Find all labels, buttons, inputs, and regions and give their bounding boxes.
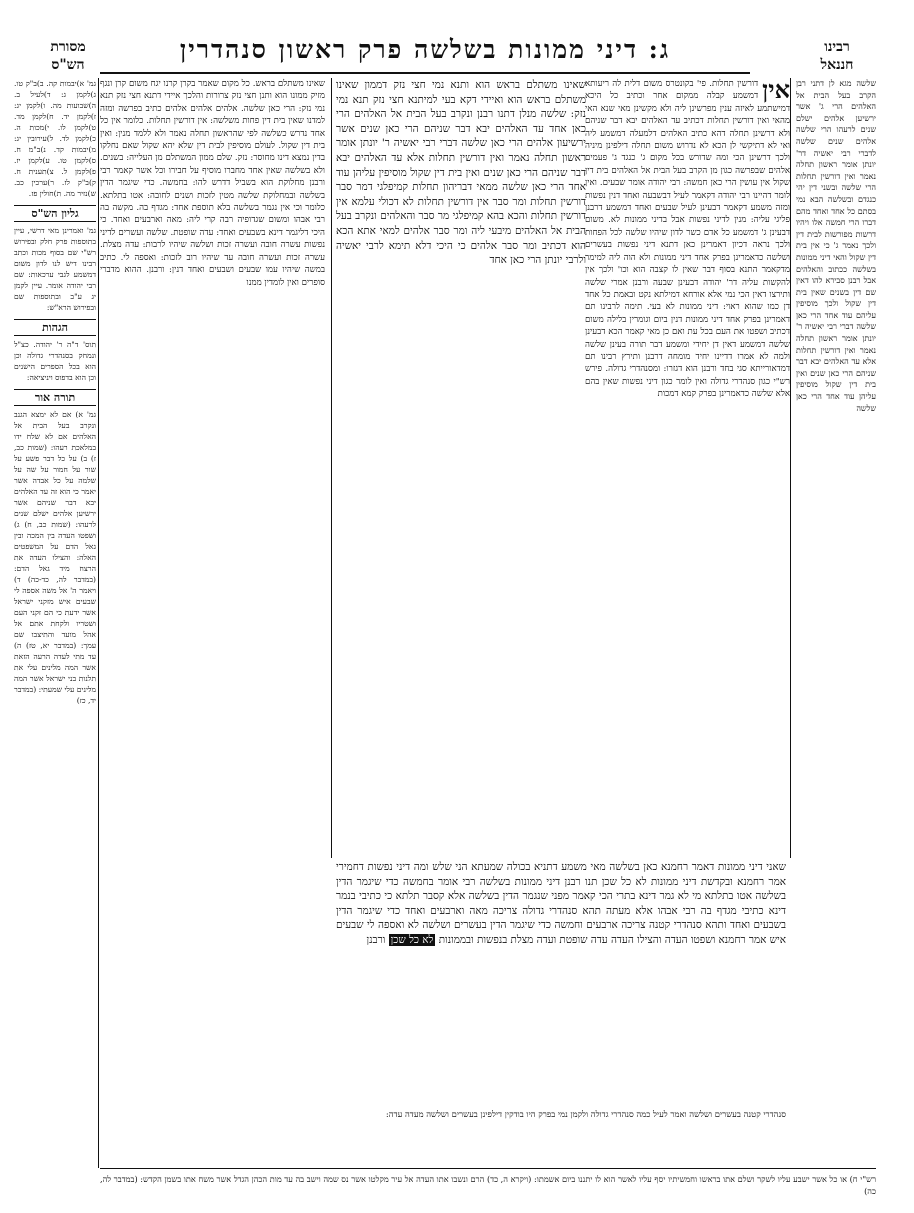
rabbeinu-chananel-column	[796, 78, 876, 838]
tosafot-lead-word: אין	[762, 78, 790, 104]
torah-or-text: גמ' א) אם לא ימצא הגנב ונקרב בעל הבית אל האלהים אם לא שלח ידו במלאכת רעהו: (שמות כב, ז) ב) על כל דבר פשע על שור על חמור על שה על שלמה על כל אבדה אשר יאמר כי הוא זה עד האלהים יבא דבר שניהם אשר ירשיען אלהים ישלם שנים לרעהו: (שמות כב, ח) ג) ושפטו העדה בין המכה ובין גאל הדם על המשפטים האלה: והצילו העדה את הרצח מיד גאל הדם: (במדבר לה, כד-כה) ד) ויאמר ה' אל משה אספה לי שבעים איש מזקני ישראל אשר ידעת כי הם זקני העם ושטריו ולקחת אתם אל אהל מועד והתיצבו שם עמך: (במדבר יא, טז) ה) עד מתי לעדה הרעה הזאת אשר המה מלינים עלי את תלנות בני ישראל אשר המה מלינים עלי שמעתי: (במדבר יד, כז)	[14, 410, 96, 705]
hagahot-text: תוס' ד"ה ר' יהודה. כצ"ל ונמחק בסנהדרי גדולה וכן הוא בכל הספרים הישנים וכן הוא בדפוס ויניציאה:	[14, 340, 96, 382]
column-divider	[98, 78, 99, 1168]
margin-column	[14, 78, 96, 1198]
page-footer	[100, 1168, 876, 1197]
rashi-column	[100, 78, 325, 1116]
torah-or-title: תורה אור	[14, 389, 96, 406]
hagahot-title: הגהות	[14, 319, 96, 336]
gilyon-hashas-text: גמ' ואמרינן מאי דרשי, עיין בתוספות פרק חלק ובפירוש רש"י שם בסוף מכות וכתב רבינו דיש לנו לדון משום דמשמע לגבי ערכאות: שם רבי יהודה אומר. עיין לקמן יג ע"ב ובתוספות שם ובפירוש הרא"ש:	[14, 226, 96, 312]
gemara-end-word: ורבנן	[366, 933, 386, 946]
highlighted-phrase: לא כל שכן	[390, 933, 434, 946]
masoret-hashas-label: מסורת הש"ס	[50, 39, 86, 73]
column-divider	[331, 78, 332, 858]
footnote-text: סנהדרי קטנה בעשרים ושלשה ואמר לעיל כמה סנהדרי גדולה ולקמן נמי בפרק היו בודקין דילפינן בעשרים ושלשה מעדה עדה:	[385, 1109, 786, 1119]
gemara-bottom-block	[336, 860, 786, 1100]
gemara-column	[336, 78, 586, 858]
footer-text: רש"י ח) או כל אשר ישבע עליו לשקר ושלם אתו בראשו וחמשיתיו יסף עליו לאשר הוא לו יתננו ביום אשמתו: (ויקרא ה, כד) הרם ונשבו אתו העדה אל עיר מקלטו אשר נס שמה וישב בה עד מות הכהן הגדל אשר משח אתו בשמן הקדש: (במדבר לה, כה)	[100, 1174, 876, 1196]
rashi-text: שאינו משתלם בראש. כל מקום שאמר בקרן קרנו יגח משום קרן ונגף מזיק ממונו הוא ותנן חצי נזק צרורות והלכך איידי דתנא חצי נזק תנא נמי נזק: הרי כאן שלשה. אלהים אלהים אלהים כתיב בפרשה ומזה למדנו שאין בית דין פחות משלשה: אין דורשין תחלות. כלומר אין כל אחד נדרש כשלשה לפי שהראשון תחלה נאמר ולא ללמד מנין: ואין בית דין שקול. לעולם מוסיפין לבית דין שלא יהא שקול שאם נחלקו בדין נמצא דינו מחוסר: נזק. שלם ממון המשתלם מן העלייה: בשנים. ולא בשלשה שאין אחד מחברו מוסיף על חבירו וכל אשר קאמר רבי ורבנן מחלוקת הוא בשביל דדרש להו: בחמשה. כדי שיגמר הדין בשלשה ובמחלוקת שלשה מטין לזכות ושנים לחובה: אטו בתלתא. כלומר וכי אין נגמר בשלשה בלא תוספת אחד: מגדף בה. מקשה בה רבי אבהו ומשום שגדופיה רבה קרי ליה: מאה וארבעים ואחד. כי היכי דליגמר דינא בשבעים ואחד: עדה שופטת. שלשה ועשרים לדיני נפשות עשרה חובה ועשרה זכות ושלשה שיהיו לרבות: עדה מצלת. עשרה זכות ועשרה חובה עד שיהיו רוב לזכות: ואספה לי. כתיב במשה שיהיו עמו שבעים ושבעים ואחד דנין: ורבנן. ההוא מדברי סופרים ואין לומדין ממנו	[100, 79, 325, 288]
rabbeinu-chananel-text: שלשה מגא לן דתני רבן הקרב בעל הבית אל האלהים הרי ג' אשר ירשיען אלהים ישלם שנים לרעהו הרי שלשה אלהים שנים שלשה לדברי רבי יאשיה דר' יונתן אומר ראשון תחלה נאמר ואין דורשין תחלות הרי שלשה ובשני דין יהי כנגדם ובשלשה הבא נמי בסתם כל אחד ואחד מהם דברו הרי חמשה אלו ויהיו דרשות מפורשות לבית דין ולכך נאמר ג' כי אין בית דין שקול והאי דיני ממונות בשלשה ככתוב והאלהים אבל רבנן סבירא להו דאין שם דין בשנים שאין בית דין שקול ולכך מוסיפין עליהם עוד אחד הרי כאן שלשה דברי רבי יאשיה ר' יונתן אומר ראשון תחלה נאמר ואין דורשין תחלות אלא עד האלהים יבא דבר שניהם הרי כאן שנים ואין בית דין שקול מוסיפין עליהן עוד אחד הרי כאן שלשה	[796, 79, 876, 413]
page-header	[100, 32, 750, 74]
masoret-text: גמ' א)יבמות קה. ב)ב"ק טו. ג)לקמן ג: ד)לעיל ב. ה)שבועות מה. ו)לקמן יג: ז)לקמן יד. ח)לקמן מד. ט)לקמן לו. י)מכות ה. כ)לקמן לד. ל)עירובין יג: מ)יבמות קד. נ)ב"מ ח. ס)לקמן טו. ע)לקמן יז. פ)לקמן ל. צ)תענית ח. ק)ב"ק לז. ר)ערכין כב. ש)נזיר מה. ת)חולין פז.	[14, 79, 96, 198]
tosafot-column	[585, 78, 790, 848]
gilyon-hashas-title: גליון הש"ס	[14, 205, 96, 222]
page-title: ג: דיני ממונות בשלשה פרק ראשון סנהדרין	[179, 35, 671, 64]
rabbeinu-chananel-label: רבינו חננאל	[820, 39, 854, 73]
tosafot-text: דורשין תחלות. פי' בקונטרס משום דלית לה ריעותא דמשמע קבלה ממקום אחר וכתיב כל היכא דמישתמע לאיזה ענין מפרשינן ליה ולא מקשינן מאי שנא האי מהאי ואין דורשין תחלות דכתיב עד האלהים יבא דבר שניהם ולא דרשינן תחלה דהא כתיב האלהים דלמעלה דמשמע ליה ואי לא דתיקשי לן הכא לא נדרוש משום תחלה דילפינן מיניה ולכך דרשינן הכי ומה שדורש בכל מקום ג' כנגד ג' פעמים אלהים שבפרשה כגון מן הקרב בעל הבית אל האלהים בית דין שקול אין עושין הרי כאן חמשה: רבי יהודה אומר שבעים. ואין לומר דהיינו רבי יהודה דקאמר לעיל דבשבעה ואחד דנין נפשות ומזה משמע דקאמר דבעינן לעיל שבעים ואחד דמשמע דרבנן פליגי עליה: מנין לדיני נפשות אבל בדיני ממונות לא. משום דבעינן ג' דמשמע כל אדם כשר לדון שיהיו שלשה לכל הפחות ולכך נראה דכיון דאמרינן כאן דתנא דיני נפשות בעשרים ושלשה כדאמרינן בפרק אחד דיני ממונות ולא הוה ליה למימר מדקאמר התנא בסוף דבר שאין לו קצבה הוא וכו' ולכך אין להקשות עליה דר' יהודה דבעינן שבעה ורבנן אמרי שלשה ותירצו דאין הכי נמי אלא אורחא דמילתא נקט ובאמת כל אחד דן כמו שהוא ראוי: דיני ממונות לא בעי. תימה לרבינו תם דאמרינן בפרק אחד דיני ממונות דנין ביום וגומרין בלילה משום דכתיב ושפטו את העם בכל עת ואם כן מאי קאמר הכא דבעינן שלשה דמשמע דאין דן יחידי ומשמע דבר תורה בעינן שלשה ולמה לא אמרו דדיינו יחיד מומחה דרבנן ותירץ רבינו תם דמדאורייתא סגי בחד ורבנן הוא דגזרו: ומסנהדרי גדולה. פירש רש"י כגון סנהדרי גדולה ואין לומר כגון דיני נפשות שאין בהם אלא שלשה כדאמרינן בפרק קמא דמכות	[585, 79, 790, 400]
gemara-text: שאינו משתלם בראש הוא ותנא נמי חצי נזק דממון שאינו משתלם בראש הוא ואיידי דקא בעי למיתנא חצי נזק תנא נמי נזק: שלשה מנלן דתנו רבנן ונקרב בעל הבית אל האלהים הרי כאן אחד עד האלהים יבא דבר שניהם הרי כאן שנים אשר ירשיעון אלהים הרי כאן שלשה דברי רבי יאשיה ר' יונתן אומר ראשון תחלה נאמר ואין דורשין תחלות אלא עד האלהים יבא דבר שניהם הרי כאן שנים ואין בית דין שקול מוסיפין עליהן עוד אחד הרי כאן שלשה ממאי דבריהון תחלות קמיפלגי דמר סבר דורשין תחלות ומר סבר אין דורשין תחלות לא דכולי עלמא אין דורשין תחלות והכא בהא קמיפלגי מר סבר והאלהים ונקרב בעל הבית אל האלהים מיבעי ליה ומר סבר אלהים למאי אתא הכא הוא דכתיב ומר סבר אלהים כי היכי דלא תימא לרבי יאשיה ולרבי יונתן הרי כאן אחד	[336, 79, 586, 267]
column-divider	[790, 78, 791, 858]
gemara-bottom-text: שאני דיני ממונות דאמר רחמנא כאן בשלשה מאי משמע דתניא בכולה שמעתא הני שלש ומה דיני נפשות דחמירי אמר רחמנא ובקדשת דיני ממונות לא כל שכן תנו רבנן דיני ממונות בשלשה רבי אומר בחמשה כדי שיגמר הדין בשלשה אטו בתלתא מי לא גמר דינא בתרי הכי קאמר מפני שנגמר הדין בשלשה אלא קסבר תלתא כי כתיבי בנמר דינא כתיבי מגדף בה רבי אבהו אלא מעתה תהא סנהדרי גדולה צריכה מאה וארבעים ואחד כדי שיגמר הדין בשבעים ואחד ותהא סנהדרי קטנה צריכה ארבעים וחמשה כדי שיגמר הדין בעשרים ושלשה לא ואספה לי שבעים איש אמר רחמנא ושפטו העדה והצילו העדה עדה שופטת ועדה מצלת בנפשות ובממונות	[336, 861, 786, 946]
